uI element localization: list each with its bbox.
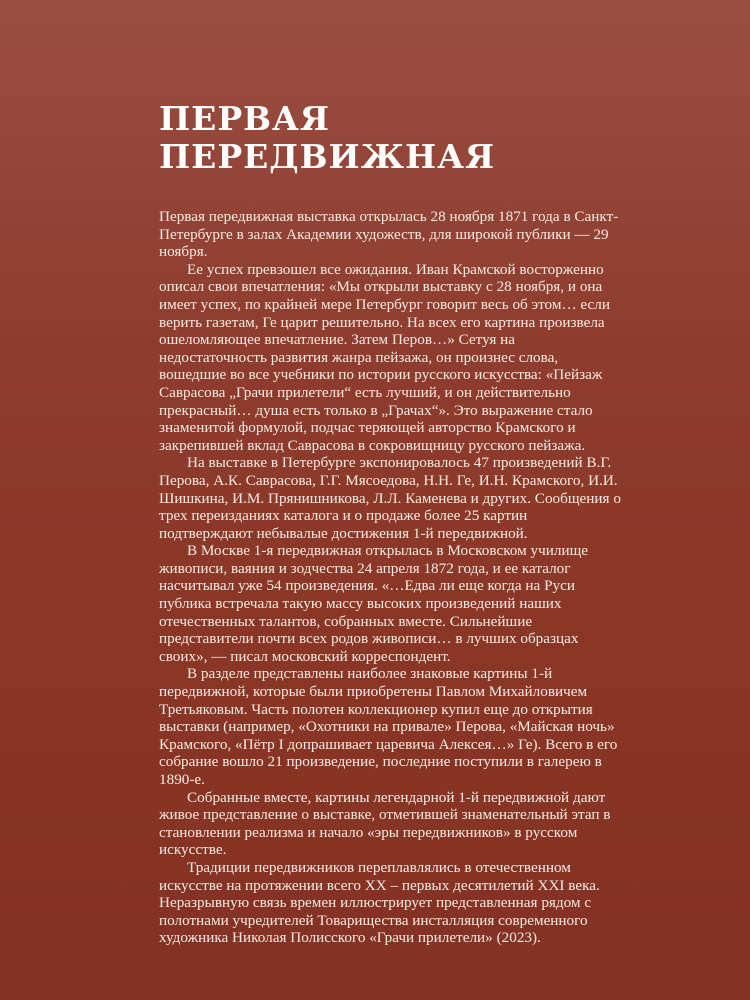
paragraph-kramskoy-quote: Ее успех превзошел все ожидания. Иван Крамской восторженно описал свои впечатления: «Мы открыли выставку с 28 ноября, и она имеет успех, по крайней мере Петербург говорит весь об этом… если верить газетам, Ге царит решительно. На всех его картина произвела ошеломляющее впечатление. Затем Перов…» Сетуя на недостаточность развития жанра пейзажа, он произнес слова, вошедшие во все учебники по истории русского искусства: «Пейзаж Саврасова „Грачи прилетели“ есть лучший, и он действительно прекрасный… душа есть только в „Грачах“». Это выражение стало знаменитой формулой, подчас теряющей авторство Крамского и закрепившей вклад Саврасова в сокровищницу русского пейзажа. [159,260,610,454]
paragraph-traditions: Традиции передвижников переплавлялись в отечественном искусстве на протяжении всего XX – первых десятилетий XXI века. Неразрывную связь времен иллюстрирует представленная рядом с полотнами учредителей Товарищества инсталляция современного художника Николая Полисского «Грачи прилетели» (2023). [159,858,600,947]
paragraph-tretyakov-collection: В разделе представлены наиболее знаковые картины 1-й передвижной, которые были приобретены Павлом Михайловичем Третьяковым. Часть полотен коллекционер купил еще до открытия выставки (например, «Охотники на привале» Перова, «Майская ночь» Крамского, «Пётр I допрашивает царевича Алексея…» Ге). Всего в его собрание вошло 21 произведение, последние поступили в галерею в 1890-е. [159,665,618,788]
panel-title-line-2: ПЕРЕДВИЖНАЯ [159,137,496,176]
paragraph-moscow-exhibition: В Москве 1-я передвижная открылась в Московском училище живописи, ваяния и зодчества 24 апреля 1872 года, и ее каталог насчитывал уже 54 произведения. «…Едва ли еще когда на Руси публика встречала такую массу высоких произведений наших отечественных талантов, собранных вместе. Сильнейшие представители почти всех родов живописи… в лучших образцах своих», — писал московский корреспондент. [159,542,589,665]
paragraph-realism-era: Собранные вместе, картины легендарной 1-й передвижной дают живое представление о выставке, отметившей знаменательный этап в становлении реализма и начало «эры передвижников» в русском искусстве. [159,788,611,859]
panel-title-line-1: ПЕРВАЯ [159,99,330,138]
panel-body [159,208,623,947]
panel-title [159,100,623,176]
paragraph-opening: Первая передвижная выставка открылась 28 ноября 1871 года в Санкт-Петербурге в залах Академии художеств, для широкой публики — 29 ноября. [159,208,619,261]
paragraph-petersburg-exhibits: На выставке в Петербурге экспонировалось 47 произведений В.Г. Перова, А.К. Саврасова, Г.Г. Мясоедова, Н.Н. Ге, И.Н. Крамского, И.И. Шишкина, И.М. Прянишникова, Л.Л. Каменева и других. Сообщения о трех переизданиях каталога и о продаже более 25 картин подтверждают небывалые достижения 1-й передвижной. [159,454,621,542]
exhibit-text-panel [159,100,623,947]
